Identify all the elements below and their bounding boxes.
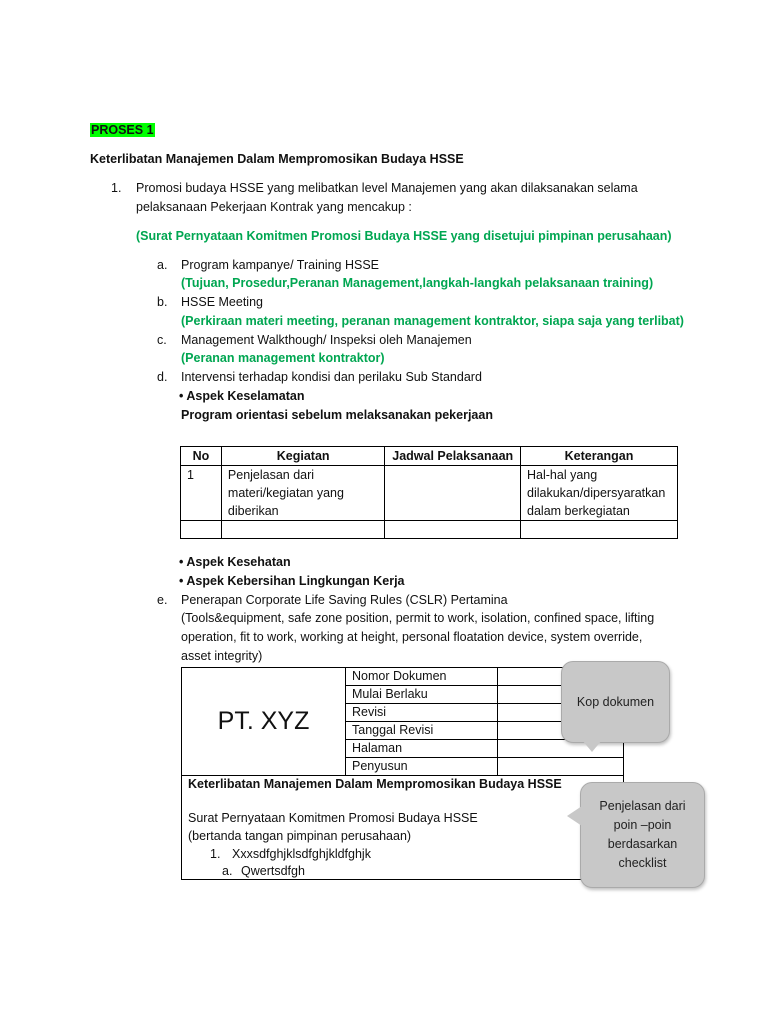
cell-no: 1 [181,466,222,521]
proses-tag: PROSES 1 [91,123,154,137]
table-header-row [181,447,678,466]
kop-field-label: Penyusun [346,758,498,776]
kop-sub-letter: a. [222,864,233,878]
cell-keterangan [521,466,678,521]
item1-line2: pelaksanaan Pekerjaan Kontrak yang mencakup : [136,200,412,214]
company-logo-text: PT. XYZ [182,668,346,775]
callout-penjelasan-line: poin –poin [613,818,672,832]
kop-field-label: Revisi [346,704,498,721]
subitem-d-text: Intervensi terhadap kondisi dan perilaku Sub Standard [181,370,482,384]
kop-body-line1: Surat Pernyataan Komitmen Promosi Budaya HSSE [188,811,478,825]
aspek-kesehatan: • Aspek Kesehatan [179,555,291,569]
cell-empty [385,521,521,539]
cell-empty [181,521,222,539]
kegiatan-table [180,446,678,539]
header-keterangan: Keterangan [521,447,678,466]
callout-penjelasan-line: berdasarkan [607,837,678,851]
cell-kegiatan-line: Penjelasan dari [227,468,315,482]
kop-sub-text: Qwertsdfgh [241,864,305,878]
cell-keterangan-line: Hal-hal yang [527,468,598,482]
cell-kegiatan-line: materi/kegiatan yang [227,486,344,500]
cell-empty [221,521,384,539]
subitem-c-note: (Peranan management kontraktor) [181,351,385,365]
subitem-e-line3: operation, fit to work, working at height, personal floatation device, system override, [181,630,643,644]
aspek-kebersihan: • Aspek Kebersihan Lingkungan Kerja [179,574,405,588]
kop-field-label: Halaman [346,740,498,757]
kop-field-label: Mulai Berlaku [346,686,498,703]
kop-row [346,758,624,776]
callout-tail [567,806,582,826]
table-row-empty [181,521,678,539]
cell-jadwal [385,466,521,521]
subitem-b-note: (Perkiraan materi meeting, peranan management kontraktor, siapa saja yang terlibat) [181,314,684,328]
callout-kop-dokumen [561,661,670,743]
kop-body-title: Keterlibatan Manajemen Dalam Mempromosikan Budaya HSSE [188,777,562,791]
subitem-c-letter: c. [157,333,167,347]
subitem-b-text: HSSE Meeting [181,295,263,309]
subitem-b-letter: b. [157,295,168,309]
callout-tail [582,740,602,752]
header-jadwal: Jadwal Pelaksanaan [385,447,521,466]
subitem-d-letter: d. [157,370,168,384]
kop-field-value [498,758,624,776]
section-title: Keterlibatan Manajemen Dalam Mempromosikan Budaya HSSE [90,152,464,166]
header-kegiatan: Kegiatan [221,447,384,466]
callout-penjelasan-line: Penjelasan dari [599,799,686,813]
header-no: No [181,447,222,466]
subitem-c-text: Management Walkthough/ Inspeksi oleh Manajemen [181,333,472,347]
table-row [181,466,678,521]
cell-kegiatan [221,466,384,521]
cell-keterangan-line: dilakukan/dipersyaratkan [527,486,666,500]
subitem-e-line2: (Tools&equipment, safe zone position, permit to work, isolation, confined space, lifting [181,611,655,625]
kop-body-line2: (bertanda tangan pimpinan perusahaan) [188,829,412,843]
kop-field-label: Tanggal Revisi [346,722,498,739]
subitem-e-line4: asset integrity) [181,649,263,663]
callout-penjelasan-line: checklist [618,856,667,870]
item1-number: 1. [111,181,122,195]
callout-kop-label: Kop dokumen [576,694,655,709]
subitem-a-letter: a. [157,258,168,272]
cell-kegiatan-line: diberikan [227,504,279,518]
subitem-e-text: Penerapan Corporate Life Saving Rules (CSLR) Pertamina [181,593,508,607]
kop-list-text: Xxxsdfghjklsdfghjkldfghjk [232,847,371,861]
callout-penjelasan [580,782,705,888]
item1-line1: Promosi budaya HSSE yang melibatkan level Manajemen yang akan dilaksanakan selama [136,181,638,195]
subitem-a-text: Program kampanye/ Training HSSE [181,258,380,272]
cell-empty [521,521,678,539]
program-orientasi: Program orientasi sebelum melaksanakan pekerjaan [181,408,493,422]
subitem-e-letter: e. [157,593,168,607]
subitem-a-note: (Tujuan, Prosedur,Peranan Management,langkah-langkah pelaksanaan training) [181,276,654,290]
kop-field-label: Nomor Dokumen [346,668,498,685]
item1-green-note: (Surat Pernyataan Komitmen Promosi Budaya HSSE yang disetujui pimpinan perusahaan) [136,229,672,243]
cell-keterangan-line: dalam berkegiatan [527,504,630,518]
aspek-keselamatan: • Aspek Keselamatan [179,389,305,403]
kop-list-number: 1. [210,847,221,861]
